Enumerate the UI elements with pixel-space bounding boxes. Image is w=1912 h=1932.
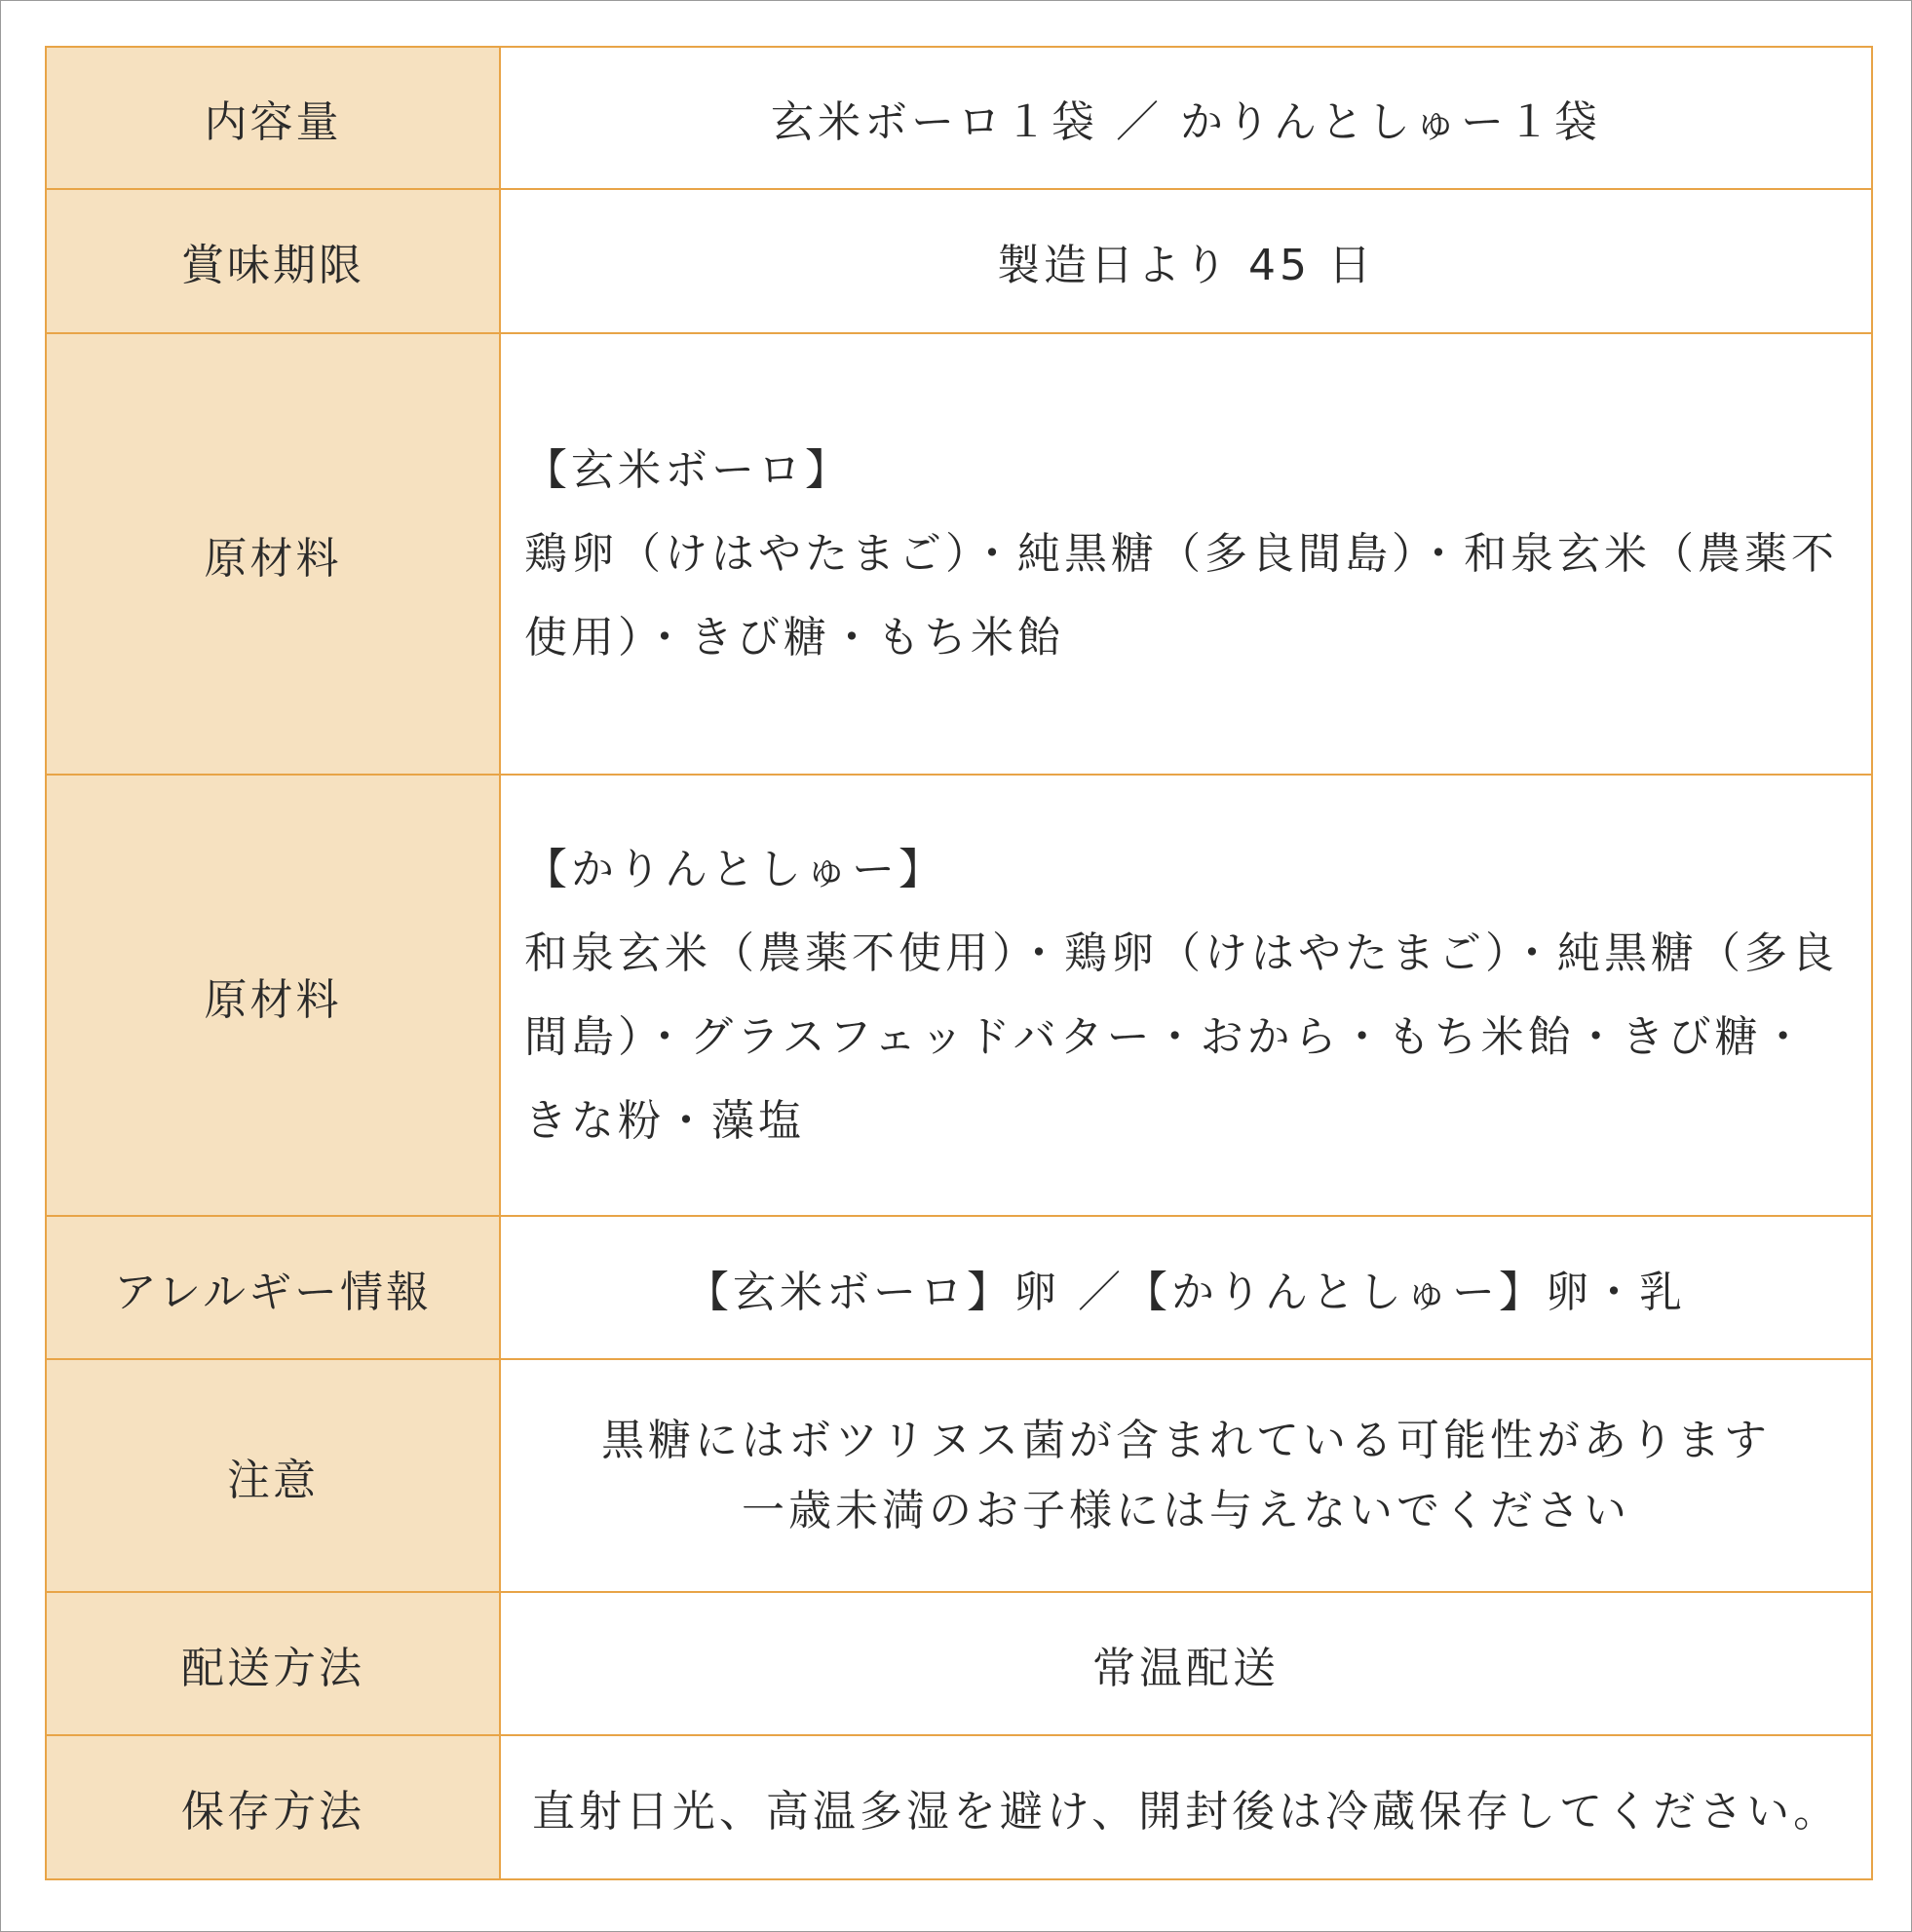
row-value-caution: [500, 1359, 1872, 1592]
table-row: [46, 1592, 1872, 1735]
row-label-allergy: アレルギー情報: [46, 1216, 500, 1359]
row-value-allergy: 【玄米ボーロ】卵 ／【かりんとしゅー】卵・乳: [500, 1216, 1872, 1359]
row-value-delivery: 常温配送: [500, 1592, 1872, 1735]
row-label-storage: 保存方法: [46, 1735, 500, 1879]
caution-line-2: 一歳未満のお子様には与えないでください: [742, 1485, 1630, 1535]
row-label-contents: 内容量: [46, 47, 500, 189]
ingredients-text-karinto: 和泉玄米（農薬不使用）・鶏卵（けはやたまご）・純黒糖（多良間島）・グラスフェッドバター・おから・もち米飴・きび糖・きな粉・藻塩: [524, 928, 1838, 1146]
table-row: [46, 47, 1872, 189]
ingredients-heading-boro: 【玄米ボーロ】: [524, 444, 852, 495]
row-value-storage: 直射日光、高温多湿を避け、開封後は冷蔵保存してください。: [500, 1735, 1872, 1879]
table-row: [46, 775, 1872, 1215]
table-row: [46, 189, 1872, 332]
caution-line-1: 黒糖にはボツリヌス菌が含まれている可能性があります: [601, 1415, 1771, 1465]
row-value-ingredients-boro: [500, 333, 1872, 775]
row-value-ingredients-karinto: [500, 775, 1872, 1215]
row-label-caution: 注意: [46, 1359, 500, 1592]
table-row: [46, 333, 1872, 775]
row-label-best-before: 賞味期限: [46, 189, 500, 332]
row-label-ingredients-boro: 原材料: [46, 333, 500, 775]
ingredients-text-boro: 鶏卵（けはやたまご）・純黒糖（多良間島）・和泉玄米（農薬不使用）・きび糖・もち米飴: [524, 528, 1838, 663]
table-row: [46, 1359, 1872, 1592]
table-row: [46, 1735, 1872, 1879]
row-label-delivery: 配送方法: [46, 1592, 500, 1735]
row-value-contents: 玄米ボーロ１袋 ／ かりんとしゅー１袋: [500, 47, 1872, 189]
table-row: [46, 1216, 1872, 1359]
row-label-ingredients-karinto: 原材料: [46, 775, 500, 1215]
ingredients-heading-karinto: 【かりんとしゅー】: [524, 844, 945, 894]
row-value-best-before: 製造日より 45 日: [500, 189, 1872, 332]
product-info-table: [45, 46, 1873, 1880]
